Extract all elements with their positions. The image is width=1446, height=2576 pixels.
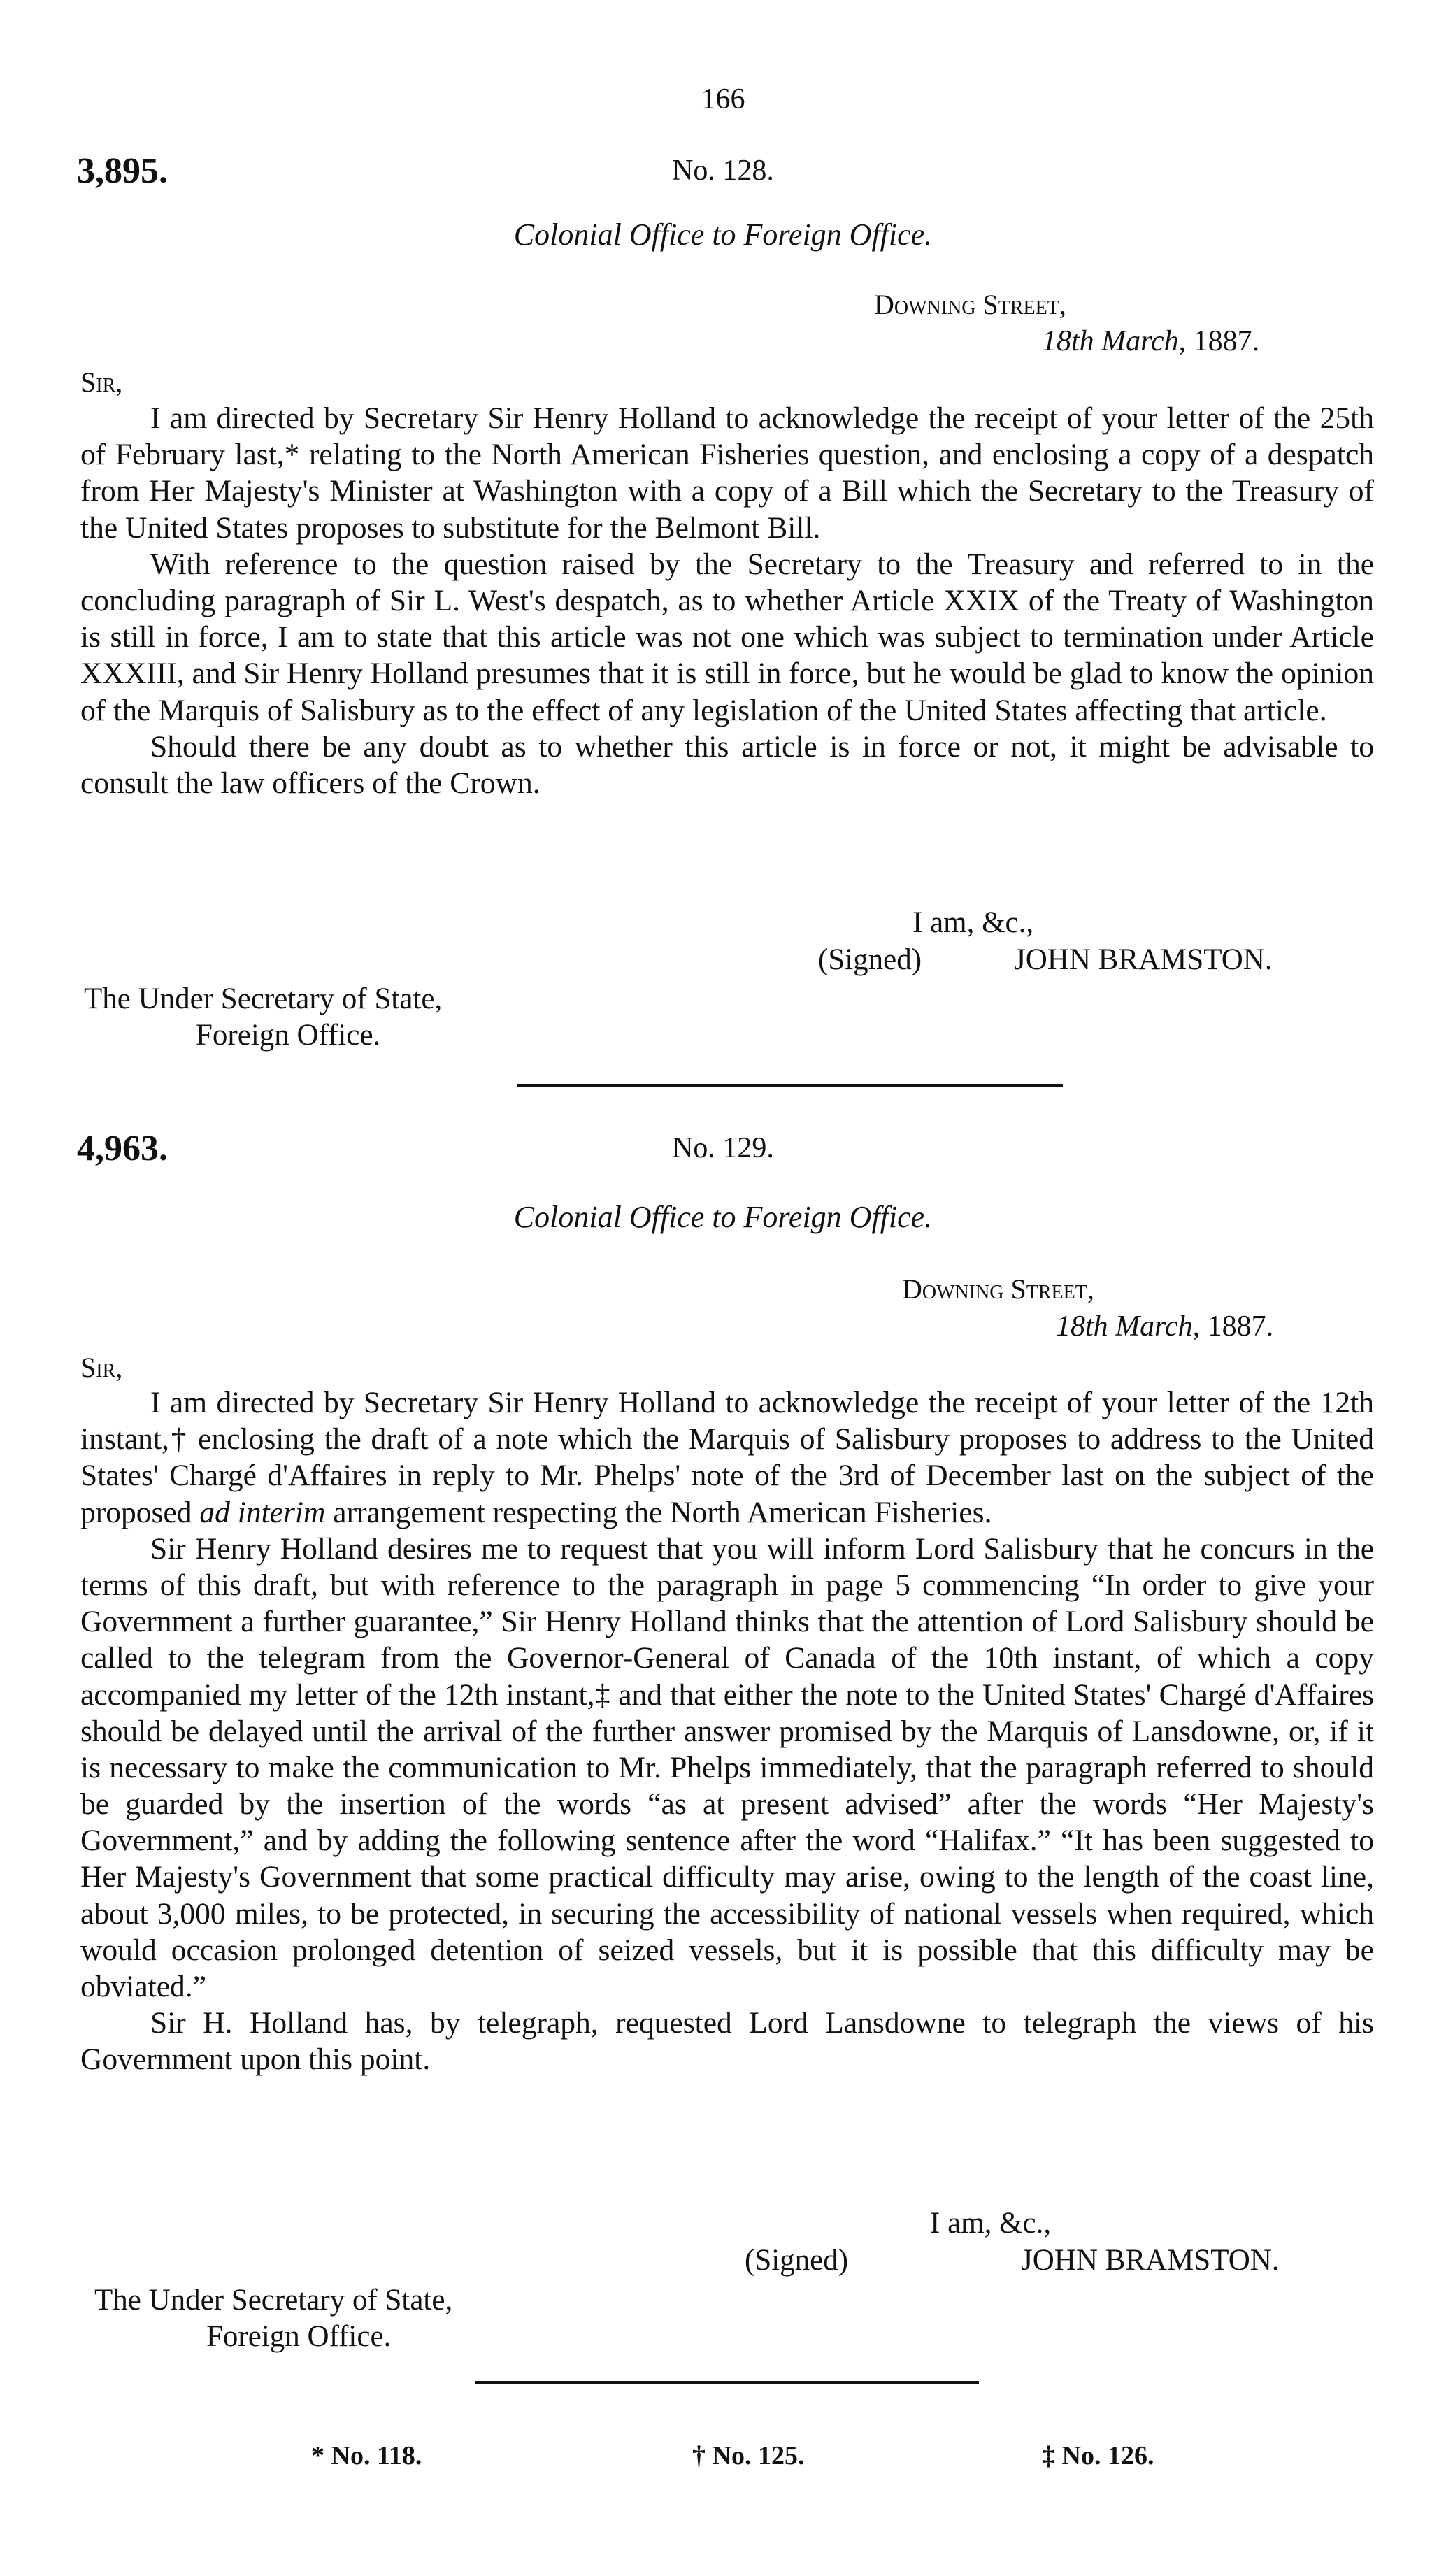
addressee-line: The Under Secretary of State, [84, 982, 443, 1015]
letter-date-year: 1887. [1186, 325, 1260, 357]
footnote: ‡ No. 126. [1042, 2441, 1154, 2470]
letter-date [1042, 324, 1259, 358]
letter-date-year: 1887. [1200, 1310, 1274, 1343]
signed-label: (Signed) [745, 2244, 849, 2277]
page-number: 166 [701, 83, 745, 115]
letter-date-day: 18th March, [1042, 325, 1187, 357]
reference-number: 4,963. [77, 1129, 168, 1168]
footnote: * No. 118. [311, 2441, 422, 2470]
paragraph-italic-text: ad interim [199, 1495, 326, 1529]
paragraph: Sir Henry Holland desires me to request that you will inform Lord Salisbury that he concurs in the terms of this draft, but with reference to the paragraph in page 5 commencing “In order to give your Government a further guarantee,” Sir Henry Holland thinks that the attention of Lord Salisbury should be called to the telegram from the Governor-General of Canada of the 10th instant, of which a copy accompanied my letter of the 12th instant,‡ and that either the note to the United States' Chargé d'Affaires should be delayed until the arrival of the further answer promised by the Marquis of Lansdowne, or, if it is necessary to make the communication to Mr. Phelps immediately, that the paragraph referred to should be guarded by the insertion of the words “as at present advised” after the words “Her Majesty's Government,” and by adding the following sentence after the word “Halifax.” “It has been suggested to Her Majesty's Government that some practical difficulty may arise, owing to the length of the coast line, about 3,000 miles, to be protected, in securing the accessibility of national vessels when required, which would occasion prolonged detention of seized vessels, but it is possible that this difficulty may be obviated.” [80, 1531, 1374, 2003]
section-divider [475, 2381, 979, 2384]
paragraph-text: I am directed by Secretary Sir Henry Holland to acknowledge the receipt of your letter of the 12th instant,† enclosing the draft of a note which the Marquis of Salisbury proposes to address to the United States' Chargé d'Affaires in reply to Mr. Phelps' note of the 3rd of December last on the subject of the proposed [80, 1386, 1374, 1529]
closing: I am, &c., [930, 2207, 1052, 2240]
salutation: Sir, [80, 366, 123, 398]
reference-number: 3,895. [77, 151, 168, 191]
addressee-line: The Under Secretary of State, [94, 2284, 453, 2317]
salutation: Sir, [80, 1352, 123, 1383]
letter-place: Downing Street, [902, 1273, 1094, 1305]
paragraph-text: arrangement respecting the North American Fisheries. [325, 1495, 992, 1529]
paragraph: Sir H. Holland has, by telegraph, requested Lord Lansdowne to telegraph the views of his Government upon this point. [80, 2006, 1374, 2077]
paragraph: Should there be any doubt as to whether this article is in force or not, it might be advisable to consult the law officers of the Crown. [80, 729, 1374, 800]
paragraph: I am directed by Secretary Sir Henry Holland to acknowledge the receipt of your letter of the 25th of February last,* relating to the North American Fisheries question, and enclosing a copy of a despatch from Her Majesty's Minister at Washington with a copy of a Bill which the Secretary to the Treasury of the United States proposes to substitute for the Belmont Bill. [80, 401, 1374, 545]
signed-label: (Signed) [818, 943, 922, 976]
closing: I am, &c., [912, 906, 1034, 939]
paragraph [80, 1384, 1374, 1531]
document-number: No. 128. [672, 155, 774, 187]
footnote: † No. 125. [692, 2441, 805, 2470]
letter-heading: Colonial Office to Foreign Office. [513, 217, 933, 252]
addressee-line: Foreign Office. [196, 1018, 381, 1052]
addressee [94, 2282, 452, 2354]
letter-body [80, 1384, 1374, 2078]
letter-place: Downing Street, [874, 289, 1066, 320]
letter-date-day: 18th March, [1056, 1310, 1201, 1343]
letter-date [1056, 1310, 1273, 1343]
addressee-line: Foreign Office. [206, 2319, 392, 2353]
signer-name: JOHN BRAMSTON. [1014, 943, 1273, 976]
signer-name: JOHN BRAMSTON. [1021, 2244, 1280, 2277]
addressee [84, 981, 442, 1053]
document-number: No. 129. [672, 1132, 774, 1164]
section-divider [517, 1084, 1063, 1087]
letter-heading: Colonial Office to Foreign Office. [513, 1200, 933, 1234]
letter-body [80, 400, 1374, 801]
paragraph: With reference to the question raised by the Secretary to the Treasury and referred to in the concluding paragraph of Sir L. West's despatch, as to whether Article XXIX of the Treaty of Washington is still in force, I am to state that this article was not one which was subject to termination under Article XXXIII, and Sir Henry Holland presumes that it is still in force, but he would be glad to know the opinion of the Marquis of Salisbury as to the effect of any legislation of the United States affecting that article. [80, 547, 1374, 727]
